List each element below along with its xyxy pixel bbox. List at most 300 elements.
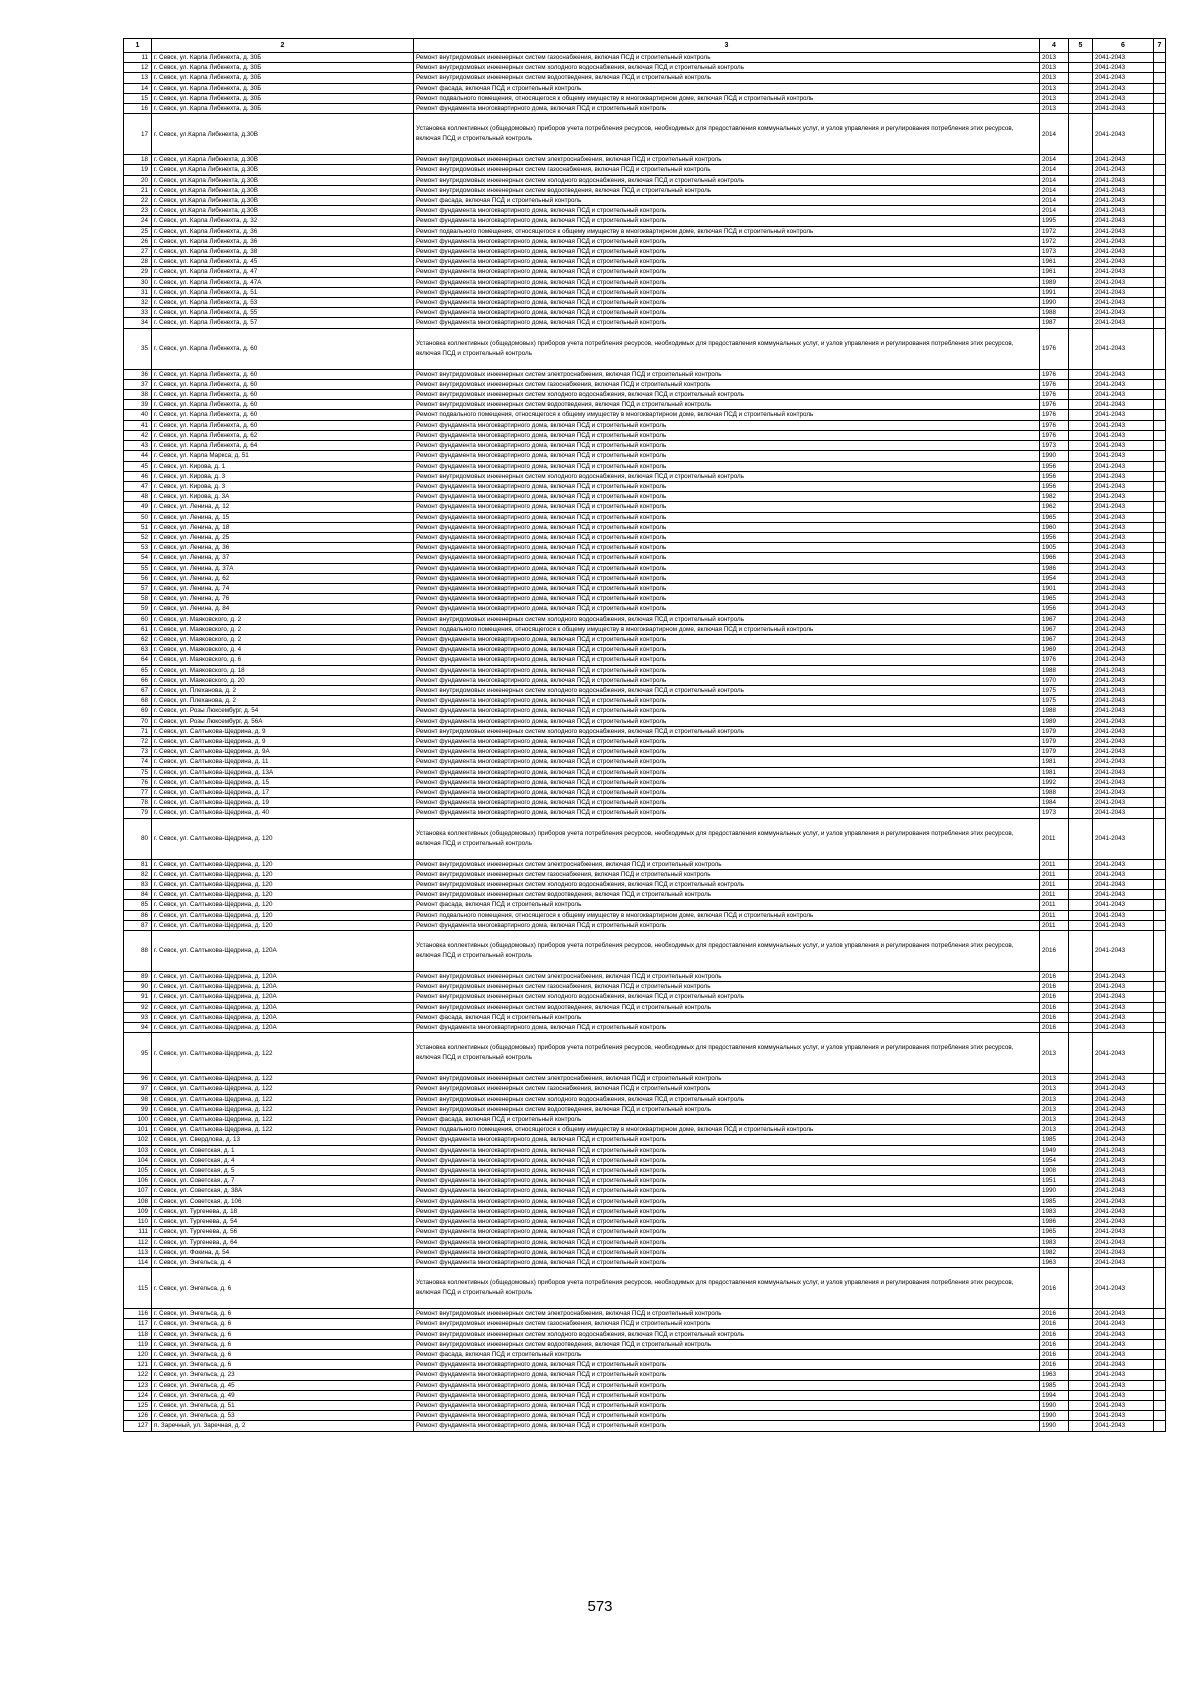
address-cell: г. Севск, ул. Карла Либкнехта, д. 38 bbox=[152, 247, 414, 257]
address-cell: г. Севск, ул. Карла Либкнехта, д. 30Б bbox=[152, 63, 414, 73]
empty-cell bbox=[1154, 675, 1166, 685]
period-cell: 2041-2043 bbox=[1093, 1421, 1154, 1431]
row-number-cell: 97 bbox=[124, 1084, 152, 1094]
empty-cell bbox=[1069, 1339, 1093, 1349]
period-cell: 2041-2043 bbox=[1093, 257, 1154, 267]
period-cell: 2041-2043 bbox=[1093, 543, 1154, 553]
address-cell: г. Севск, ул. Салтыкова-Щедрина, д. 120А bbox=[152, 1002, 414, 1012]
work-description-cell: Ремонт фундамента многоквартирного дома, включая ПСД и строительный контроль bbox=[414, 104, 1040, 114]
address-cell: г. Севск, ул. Энгельса, д. 23 bbox=[152, 1370, 414, 1380]
address-cell: г. Севск, ул. Маяковского, д. 6 bbox=[152, 655, 414, 665]
year-cell: 2013 bbox=[1040, 1094, 1069, 1104]
row-number-cell: 101 bbox=[124, 1125, 152, 1135]
empty-cell bbox=[1154, 563, 1166, 573]
row-number-cell: 51 bbox=[124, 522, 152, 532]
address-cell: г. Севск, ул. Салтыкова-Щедрина, д. 122 bbox=[152, 1074, 414, 1084]
address-cell: г. Севск, ул.Карла Либкнехта, д.30В bbox=[152, 196, 414, 206]
empty-cell bbox=[1069, 206, 1093, 216]
address-cell: г. Севск, ул. Ленина, д. 84 bbox=[152, 604, 414, 614]
period-cell: 2041-2043 bbox=[1093, 920, 1154, 930]
work-description-cell: Ремонт фундамента многоквартирного дома, включая ПСД и строительный контроль bbox=[414, 1166, 1040, 1176]
empty-cell bbox=[1154, 1237, 1166, 1247]
address-cell: г. Севск, ул.Карла Либкнехта, д.30В bbox=[152, 206, 414, 216]
table-row bbox=[124, 798, 1166, 808]
table-row bbox=[124, 931, 1166, 972]
address-cell: г. Севск, ул. Маяковского, д. 20 bbox=[152, 675, 414, 685]
year-cell: 2014 bbox=[1040, 196, 1069, 206]
table-row bbox=[124, 920, 1166, 930]
row-number-cell: 53 bbox=[124, 543, 152, 553]
row-number-cell: 102 bbox=[124, 1135, 152, 1145]
empty-cell bbox=[1069, 104, 1093, 114]
empty-cell bbox=[1154, 83, 1166, 93]
period-cell: 2041-2043 bbox=[1093, 675, 1154, 685]
period-cell: 2041-2043 bbox=[1093, 1206, 1154, 1216]
work-description-cell: Ремонт фундамента многоквартирного дома, включая ПСД и строительный контроль bbox=[414, 757, 1040, 767]
table-row bbox=[124, 614, 1166, 624]
year-cell: 1985 bbox=[1040, 1380, 1069, 1390]
empty-cell bbox=[1154, 308, 1166, 318]
empty-cell bbox=[1069, 1370, 1093, 1380]
work-description-cell: Ремонт фундамента многоквартирного дома, включая ПСД и строительный контроль bbox=[414, 420, 1040, 430]
work-description-cell: Ремонт внутридомовых инженерных систем газоснабжения, включая ПСД и строительный контроль bbox=[414, 53, 1040, 63]
address-cell: г. Севск, ул. Ленина, д. 12 bbox=[152, 502, 414, 512]
table-row bbox=[124, 73, 1166, 83]
address-cell: г. Севск, ул. Салтыкова-Щедрина, д. 15 bbox=[152, 777, 414, 787]
empty-cell bbox=[1069, 481, 1093, 491]
work-description-cell: Ремонт внутридомовых инженерных систем холодного водоснабжения, включая ПСД и строительный контроль bbox=[414, 1094, 1040, 1104]
table-row bbox=[124, 665, 1166, 675]
table-row bbox=[124, 696, 1166, 706]
empty-cell bbox=[1069, 685, 1093, 695]
work-description-cell: Ремонт внутридомовых инженерных систем электроснабжения, включая ПСД и строительный контроль bbox=[414, 369, 1040, 379]
work-description-cell: Ремонт фундамента многоквартирного дома, включая ПСД и строительный контроль bbox=[414, 655, 1040, 665]
work-description-cell: Ремонт фундамента многоквартирного дома, включая ПСД и строительный контроль bbox=[414, 1155, 1040, 1165]
empty-cell bbox=[1154, 655, 1166, 665]
empty-cell bbox=[1069, 655, 1093, 665]
empty-cell bbox=[1154, 1084, 1166, 1094]
table-row bbox=[124, 910, 1166, 920]
table-row bbox=[124, 1329, 1166, 1339]
work-description-cell: Ремонт фундамента многоквартирного дома, включая ПСД и строительный контроль bbox=[414, 736, 1040, 746]
row-number-cell: 60 bbox=[124, 614, 152, 624]
year-cell: 1951 bbox=[1040, 1176, 1069, 1186]
row-number-cell: 73 bbox=[124, 747, 152, 757]
empty-cell bbox=[1069, 1074, 1093, 1084]
row-number-cell: 117 bbox=[124, 1319, 152, 1329]
table-row bbox=[124, 287, 1166, 297]
table-row bbox=[124, 1166, 1166, 1176]
empty-cell bbox=[1069, 665, 1093, 675]
year-cell: 1990 bbox=[1040, 1186, 1069, 1196]
year-cell: 2016 bbox=[1040, 982, 1069, 992]
table-row bbox=[124, 257, 1166, 267]
empty-cell bbox=[1069, 400, 1093, 410]
row-number-cell: 27 bbox=[124, 247, 152, 257]
year-cell: 2011 bbox=[1040, 869, 1069, 879]
table-row bbox=[124, 747, 1166, 757]
table-row bbox=[124, 63, 1166, 73]
address-cell: г. Севск, ул. Салтыкова-Щедрина, д. 9 bbox=[152, 726, 414, 736]
table-row bbox=[124, 1155, 1166, 1165]
table-row bbox=[124, 788, 1166, 798]
year-cell: 1963 bbox=[1040, 1370, 1069, 1380]
period-cell: 2041-2043 bbox=[1093, 236, 1154, 246]
table-row bbox=[124, 1145, 1166, 1155]
work-description-cell: Ремонт фундамента многоквартирного дома, включая ПСД и строительный контроль bbox=[414, 277, 1040, 287]
empty-cell bbox=[1154, 1257, 1166, 1267]
table-row bbox=[124, 624, 1166, 634]
period-cell: 2041-2043 bbox=[1093, 563, 1154, 573]
empty-cell bbox=[1154, 685, 1166, 695]
work-description-cell: Ремонт фундамента многоквартирного дома, включая ПСД и строительный контроль bbox=[414, 706, 1040, 716]
year-cell: 1961 bbox=[1040, 257, 1069, 267]
row-number-cell: 31 bbox=[124, 287, 152, 297]
work-description-cell: Ремонт фундамента многоквартирного дома, включая ПСД и строительный контроль bbox=[414, 1390, 1040, 1400]
work-description-cell: Ремонт фундамента многоквартирного дома, включая ПСД и строительный контроль bbox=[414, 1227, 1040, 1237]
empty-cell bbox=[1069, 451, 1093, 461]
empty-cell bbox=[1154, 1104, 1166, 1114]
row-number-cell: 71 bbox=[124, 726, 152, 736]
address-cell: г. Севск, ул. Карла Либкнехта, д. 60 bbox=[152, 369, 414, 379]
work-description-cell: Ремонт внутридомовых инженерных систем газоснабжения, включая ПСД и строительный контроль bbox=[414, 869, 1040, 879]
work-description-cell: Ремонт фундамента многоквартирного дома, включая ПСД и строительный контроль bbox=[414, 675, 1040, 685]
address-cell: г. Севск, ул. Салтыкова-Щедрина, д. 120 bbox=[152, 869, 414, 879]
empty-cell bbox=[1154, 410, 1166, 420]
period-cell: 2041-2043 bbox=[1093, 1400, 1154, 1410]
row-number-cell: 79 bbox=[124, 808, 152, 818]
year-cell: 2014 bbox=[1040, 165, 1069, 175]
work-description-cell: Ремонт фасада, включая ПСД и строительный контроль bbox=[414, 1012, 1040, 1022]
table-row bbox=[124, 736, 1166, 746]
period-cell: 2041-2043 bbox=[1093, 1196, 1154, 1206]
empty-cell bbox=[1154, 1176, 1166, 1186]
table-row bbox=[124, 247, 1166, 257]
empty-cell bbox=[1154, 206, 1166, 216]
address-cell: г. Севск, ул. Кирова, д. 3 bbox=[152, 471, 414, 481]
year-cell: 1976 bbox=[1040, 400, 1069, 410]
year-cell: 2016 bbox=[1040, 1002, 1069, 1012]
empty-cell bbox=[1069, 1217, 1093, 1227]
row-number-cell: 43 bbox=[124, 441, 152, 451]
table-row bbox=[124, 114, 1166, 155]
table-row bbox=[124, 808, 1166, 818]
address-cell: г. Севск, ул. Салтыкова-Щедрина, д. 120А bbox=[152, 982, 414, 992]
row-number-cell: 96 bbox=[124, 1074, 152, 1084]
year-cell: 1972 bbox=[1040, 226, 1069, 236]
empty-cell bbox=[1154, 972, 1166, 982]
period-cell: 2041-2043 bbox=[1093, 522, 1154, 532]
empty-cell bbox=[1069, 1268, 1093, 1309]
row-number-cell: 103 bbox=[124, 1145, 152, 1155]
period-cell: 2041-2043 bbox=[1093, 1125, 1154, 1135]
empty-cell bbox=[1154, 1023, 1166, 1033]
empty-cell bbox=[1154, 114, 1166, 155]
work-description-cell: Ремонт внутридомовых инженерных систем водоотведения, включая ПСД и строительный контроль bbox=[414, 1339, 1040, 1349]
empty-cell bbox=[1154, 1186, 1166, 1196]
empty-cell bbox=[1154, 910, 1166, 920]
year-cell: 2013 bbox=[1040, 1125, 1069, 1135]
row-number-cell: 88 bbox=[124, 931, 152, 972]
work-description-cell: Ремонт внутридомовых инженерных систем газоснабжения, включая ПСД и строительный контроль bbox=[414, 1319, 1040, 1329]
address-cell: г. Севск, ул. Советская, д. 4 bbox=[152, 1155, 414, 1165]
address-cell: г. Севск, ул. Тургенева, д. 54 bbox=[152, 1217, 414, 1227]
address-cell: г. Севск, ул. Маяковского, д. 4 bbox=[152, 645, 414, 655]
empty-cell bbox=[1069, 931, 1093, 972]
period-cell: 2041-2043 bbox=[1093, 583, 1154, 593]
row-number-cell: 92 bbox=[124, 1002, 152, 1012]
row-number-cell: 98 bbox=[124, 1094, 152, 1104]
period-cell: 2041-2043 bbox=[1093, 451, 1154, 461]
address-cell: г. Севск, ул.Карла Либкнехта, д.30В bbox=[152, 185, 414, 195]
empty-cell bbox=[1154, 461, 1166, 471]
period-cell: 2041-2043 bbox=[1093, 492, 1154, 502]
empty-cell bbox=[1154, 532, 1166, 542]
address-cell: г. Севск, ул. Карла Либкнехта, д. 51 bbox=[152, 287, 414, 297]
year-cell: 2016 bbox=[1040, 972, 1069, 982]
year-cell: 1986 bbox=[1040, 1217, 1069, 1227]
period-cell: 2041-2043 bbox=[1093, 604, 1154, 614]
year-cell: 1975 bbox=[1040, 685, 1069, 695]
table-row bbox=[124, 675, 1166, 685]
row-number-cell: 63 bbox=[124, 645, 152, 655]
year-cell: 1967 bbox=[1040, 624, 1069, 634]
address-cell: г. Севск, ул. Салтыкова-Щедрина, д. 40 bbox=[152, 808, 414, 818]
year-cell: 1956 bbox=[1040, 481, 1069, 491]
address-cell: г. Севск, ул. Энгельса, д. 6 bbox=[152, 1339, 414, 1349]
table-row bbox=[124, 645, 1166, 655]
row-number-cell: 121 bbox=[124, 1360, 152, 1370]
work-description-cell: Ремонт внутридомовых инженерных систем холодного водоснабжения, включая ПСД и строительный контроль bbox=[414, 880, 1040, 890]
row-number-cell: 50 bbox=[124, 512, 152, 522]
table-row bbox=[124, 93, 1166, 103]
address-cell: г. Севск, ул. Ленина, д. 37А bbox=[152, 563, 414, 573]
empty-cell bbox=[1154, 920, 1166, 930]
period-cell: 2041-2043 bbox=[1093, 441, 1154, 451]
year-cell: 1973 bbox=[1040, 247, 1069, 257]
address-cell: г. Севск, ул. Салтыкова-Щедрина, д. 120А bbox=[152, 1023, 414, 1033]
empty-cell bbox=[1069, 1421, 1093, 1431]
work-description-cell: Ремонт внутридомовых инженерных систем газоснабжения, включая ПСД и строительный контроль bbox=[414, 1084, 1040, 1094]
empty-cell bbox=[1069, 226, 1093, 236]
table-row bbox=[124, 706, 1166, 716]
empty-cell bbox=[1154, 808, 1166, 818]
row-number-cell: 41 bbox=[124, 420, 152, 430]
row-number-cell: 120 bbox=[124, 1349, 152, 1359]
work-description-cell: Ремонт фасада, включая ПСД и строительный контроль bbox=[414, 196, 1040, 206]
empty-cell bbox=[1154, 400, 1166, 410]
address-cell: п. Заречный, ул. Заречная, д. 2 bbox=[152, 1421, 414, 1431]
address-cell: г. Севск, ул. Ленина, д. 62 bbox=[152, 573, 414, 583]
row-number-cell: 66 bbox=[124, 675, 152, 685]
row-number-cell: 33 bbox=[124, 308, 152, 318]
empty-cell bbox=[1154, 777, 1166, 787]
address-cell: г. Севск, ул. Карла Либкнехта, д. 47 bbox=[152, 267, 414, 277]
period-cell: 2041-2043 bbox=[1093, 931, 1154, 972]
work-description-cell: Ремонт фундамента многоквартирного дома, включая ПСД и строительный контроль bbox=[414, 1196, 1040, 1206]
empty-cell bbox=[1069, 410, 1093, 420]
work-description-cell: Ремонт фундамента многоквартирного дома, включая ПСД и строительный контроль bbox=[414, 257, 1040, 267]
address-cell: г. Севск, ул. Энгельса, д. 6 bbox=[152, 1309, 414, 1319]
repair-schedule-table bbox=[123, 38, 1166, 1432]
address-cell: г. Севск, ул. Энгельса, д. 6 bbox=[152, 1349, 414, 1359]
work-description-cell: Ремонт фундамента многоквартирного дома, включая ПСД и строительный контроль bbox=[414, 808, 1040, 818]
empty-cell bbox=[1154, 900, 1166, 910]
empty-cell bbox=[1154, 512, 1166, 522]
empty-cell bbox=[1069, 798, 1093, 808]
year-cell: 2013 bbox=[1040, 63, 1069, 73]
work-description-cell: Ремонт фундамента многоквартирного дома, включая ПСД и строительный контроль bbox=[414, 1135, 1040, 1145]
work-description-cell: Ремонт фундамента многоквартирного дома, включая ПСД и строительный контроль bbox=[414, 767, 1040, 777]
table-row bbox=[124, 900, 1166, 910]
table-row bbox=[124, 767, 1166, 777]
table-row bbox=[124, 1074, 1166, 1084]
period-cell: 2041-2043 bbox=[1093, 461, 1154, 471]
work-description-cell: Ремонт фундамента многоквартирного дома, включая ПСД и строительный контроль bbox=[414, 236, 1040, 246]
empty-cell bbox=[1154, 543, 1166, 553]
period-cell: 2041-2043 bbox=[1093, 1339, 1154, 1349]
row-number-cell: 38 bbox=[124, 390, 152, 400]
row-number-cell: 59 bbox=[124, 604, 152, 614]
year-cell: 1991 bbox=[1040, 287, 1069, 297]
period-cell: 2041-2043 bbox=[1093, 736, 1154, 746]
period-cell: 2041-2043 bbox=[1093, 53, 1154, 63]
table-row bbox=[124, 441, 1166, 451]
year-cell: 1976 bbox=[1040, 410, 1069, 420]
period-cell: 2041-2043 bbox=[1093, 165, 1154, 175]
table-row bbox=[124, 1196, 1166, 1206]
address-cell: г. Севск, ул. Салтыкова-Щедрина, д. 122 bbox=[152, 1125, 414, 1135]
row-number-cell: 54 bbox=[124, 553, 152, 563]
year-cell: 1976 bbox=[1040, 430, 1069, 440]
table-row bbox=[124, 492, 1166, 502]
row-number-cell: 77 bbox=[124, 788, 152, 798]
empty-cell bbox=[1069, 1390, 1093, 1400]
table-row bbox=[124, 1023, 1166, 1033]
table-row bbox=[124, 420, 1166, 430]
empty-cell bbox=[1154, 1309, 1166, 1319]
empty-cell bbox=[1069, 155, 1093, 165]
address-cell: г. Севск, ул. Ленина, д. 36 bbox=[152, 543, 414, 553]
address-cell: г. Севск, ул. Кирова, д. 3 bbox=[152, 481, 414, 491]
empty-cell bbox=[1069, 532, 1093, 542]
year-cell: 1976 bbox=[1040, 379, 1069, 389]
empty-cell bbox=[1069, 185, 1093, 195]
period-cell: 2041-2043 bbox=[1093, 502, 1154, 512]
row-number-cell: 118 bbox=[124, 1329, 152, 1339]
address-cell: г. Севск, ул. Салтыкова-Щедрина, д. 120А bbox=[152, 1012, 414, 1022]
year-cell: 2014 bbox=[1040, 155, 1069, 165]
year-cell: 2014 bbox=[1040, 206, 1069, 216]
period-cell: 2041-2043 bbox=[1093, 1115, 1154, 1125]
period-cell: 2041-2043 bbox=[1093, 1084, 1154, 1094]
year-cell: 1981 bbox=[1040, 757, 1069, 767]
empty-cell bbox=[1069, 1257, 1093, 1267]
empty-cell bbox=[1069, 880, 1093, 890]
work-description-cell: Ремонт фундамента многоквартирного дома, включая ПСД и строительный контроль bbox=[414, 430, 1040, 440]
table-row bbox=[124, 83, 1166, 93]
column-header: 5 bbox=[1069, 39, 1093, 53]
address-cell: г. Севск, ул. Салтыкова-Щедрина, д. 120А bbox=[152, 931, 414, 972]
period-cell: 2041-2043 bbox=[1093, 400, 1154, 410]
period-cell: 2041-2043 bbox=[1093, 1104, 1154, 1114]
address-cell: г. Севск, ул. Фокина, д. 54 bbox=[152, 1247, 414, 1257]
table-row bbox=[124, 522, 1166, 532]
period-cell: 2041-2043 bbox=[1093, 1309, 1154, 1319]
address-cell: г. Севск, ул. Карла Либкнехта, д. 60 bbox=[152, 328, 414, 369]
empty-cell bbox=[1154, 757, 1166, 767]
period-cell: 2041-2043 bbox=[1093, 573, 1154, 583]
work-description-cell: Ремонт внутридомовых инженерных систем газоснабжения, включая ПСД и строительный контроль bbox=[414, 165, 1040, 175]
period-cell: 2041-2043 bbox=[1093, 1074, 1154, 1084]
period-cell: 2041-2043 bbox=[1093, 982, 1154, 992]
year-cell: 1901 bbox=[1040, 583, 1069, 593]
year-cell: 1975 bbox=[1040, 696, 1069, 706]
empty-cell bbox=[1069, 972, 1093, 982]
empty-cell bbox=[1154, 53, 1166, 63]
table-row bbox=[124, 1084, 1166, 1094]
year-cell: 1990 bbox=[1040, 1411, 1069, 1421]
period-cell: 2041-2043 bbox=[1093, 1329, 1154, 1339]
column-header: 6 bbox=[1093, 39, 1154, 53]
address-cell: г. Севск, ул. Карла Либкнехта, д. 36 bbox=[152, 236, 414, 246]
address-cell: г. Севск, ул. Карла Либкнехта, д. 32 bbox=[152, 216, 414, 226]
year-cell: 1969 bbox=[1040, 645, 1069, 655]
address-cell: г. Севск, ул. Карла Либкнехта, д. 57 bbox=[152, 318, 414, 328]
period-cell: 2041-2043 bbox=[1093, 1033, 1154, 1074]
table-row bbox=[124, 53, 1166, 63]
table-row bbox=[124, 512, 1166, 522]
year-cell: 1990 bbox=[1040, 298, 1069, 308]
address-cell: г. Севск, ул. Карла Либкнехта, д. 47А bbox=[152, 277, 414, 287]
work-description-cell: Установка коллективных (общедомовых) приборов учета потребления ресурсов, необходимых для предоставления коммунальных услуг, и узлов управления и регулирования потребления этих ресурсов, включая ПСД и строительный контроль bbox=[414, 818, 1040, 859]
period-cell: 2041-2043 bbox=[1093, 818, 1154, 859]
empty-cell bbox=[1154, 1339, 1166, 1349]
empty-cell bbox=[1069, 553, 1093, 563]
address-cell: г. Севск, ул. Салтыкова-Щедрина, д. 9А bbox=[152, 747, 414, 757]
row-number-cell: 17 bbox=[124, 114, 152, 155]
year-cell: 2011 bbox=[1040, 920, 1069, 930]
table-row bbox=[124, 890, 1166, 900]
work-description-cell: Ремонт фундамента многоквартирного дома, включая ПСД и строительный контроль bbox=[414, 1400, 1040, 1410]
empty-cell bbox=[1069, 216, 1093, 226]
table-row bbox=[124, 1176, 1166, 1186]
year-cell: 2011 bbox=[1040, 900, 1069, 910]
year-cell: 2011 bbox=[1040, 818, 1069, 859]
address-cell: г. Севск, ул. Карла Либкнехта, д. 60 bbox=[152, 410, 414, 420]
empty-cell bbox=[1154, 614, 1166, 624]
address-cell: г. Севск, ул. Маяковского, д. 2 bbox=[152, 624, 414, 634]
address-cell: г. Севск, ул. Салтыкова-Щедрина, д. 9 bbox=[152, 736, 414, 746]
empty-cell bbox=[1069, 73, 1093, 83]
period-cell: 2041-2043 bbox=[1093, 318, 1154, 328]
table-row bbox=[124, 543, 1166, 553]
empty-cell bbox=[1154, 287, 1166, 297]
empty-cell bbox=[1154, 624, 1166, 634]
work-description-cell: Ремонт подвального помещения, относящегося к общему имуществу в многоквартирном доме, включая ПСД и строительный контроль bbox=[414, 624, 1040, 634]
year-cell: 1976 bbox=[1040, 420, 1069, 430]
work-description-cell: Ремонт фундамента многоквартирного дома, включая ПСД и строительный контроль bbox=[414, 318, 1040, 328]
empty-cell bbox=[1154, 1135, 1166, 1145]
empty-cell bbox=[1154, 93, 1166, 103]
table-row bbox=[124, 1012, 1166, 1022]
period-cell: 2041-2043 bbox=[1093, 247, 1154, 257]
period-cell: 2041-2043 bbox=[1093, 1360, 1154, 1370]
address-cell: г. Севск, ул. Ленина, д. 76 bbox=[152, 594, 414, 604]
work-description-cell: Ремонт внутридомовых инженерных систем водоотведения, включая ПСД и строительный контроль bbox=[414, 400, 1040, 410]
address-cell: г. Севск, ул. Кирова, д. 1 bbox=[152, 461, 414, 471]
empty-cell bbox=[1154, 481, 1166, 491]
